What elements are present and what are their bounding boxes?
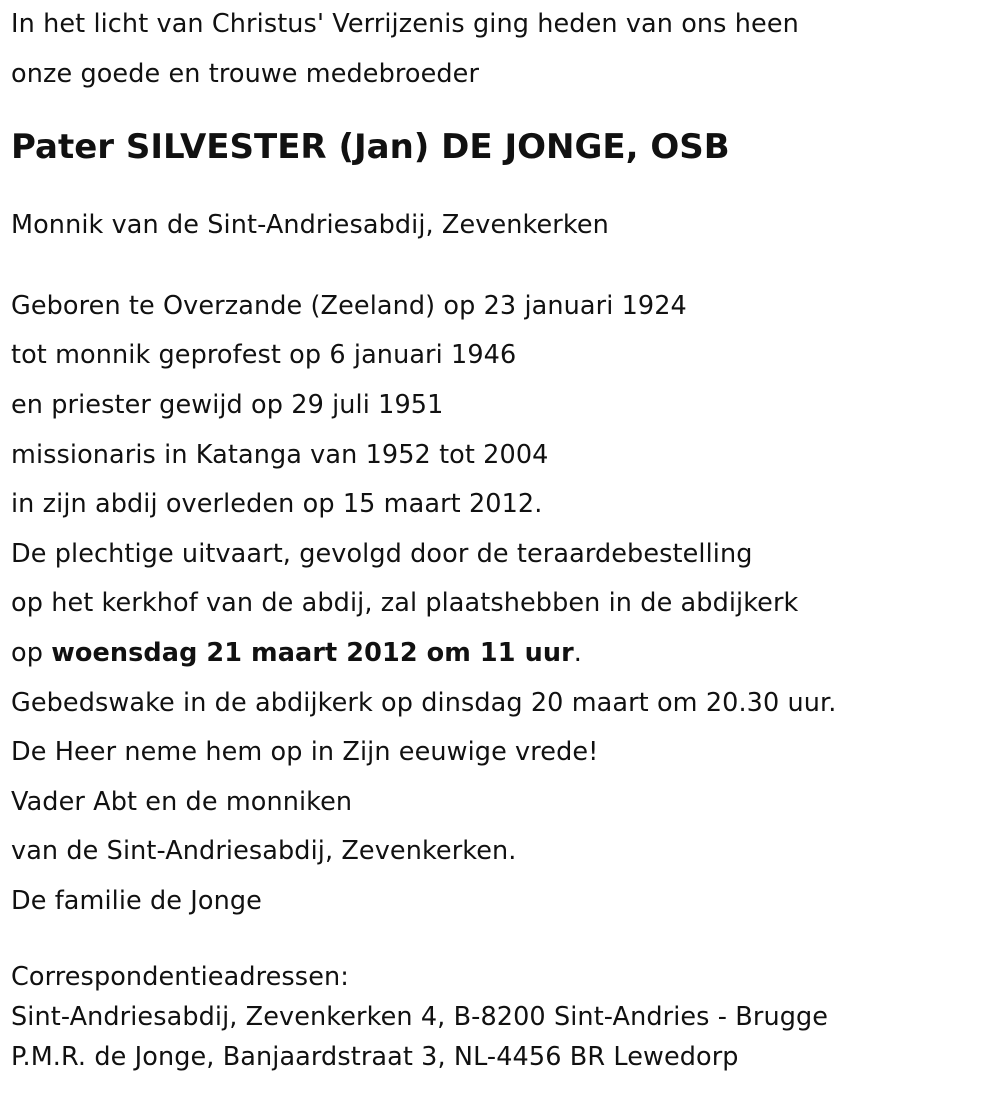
intro-block bbox=[11, 0, 991, 99]
obituary-notice bbox=[11, 0, 991, 1077]
role-line: Monnik van de Sint-Andriesabdij, Zevenkerken bbox=[11, 210, 609, 241]
bio-line: Geboren te Overzande (Zeeland) op 23 januari 1924 bbox=[11, 290, 687, 321]
bio-line: op het kerkhof van de abdij, zal plaatshebben in de abdijkerk bbox=[11, 588, 799, 619]
bio-line: tot monnik geprofest op 6 januari 1946 bbox=[11, 340, 517, 371]
funeral-prefix: op bbox=[11, 637, 52, 668]
address-line: Sint-Andriesabdij, Zevenkerken 4, B-8200 Sint-Andries - Brugge bbox=[11, 1001, 829, 1032]
correspondence-heading: Correspondentieadressen: bbox=[11, 961, 349, 992]
bio-line: Gebedswake in de abdijkerk op dinsdag 20 maart om 20.30 uur. bbox=[11, 687, 837, 718]
address-line: P.M.R. de Jonge, Banjaardstraat 3, NL-4456 BR Lewedorp bbox=[11, 1041, 739, 1072]
bio-line: missionaris in Katanga van 1952 tot 2004 bbox=[11, 439, 549, 470]
biography-block bbox=[11, 282, 991, 927]
bio-line: van de Sint-Andriesabdij, Zevenkerken. bbox=[11, 836, 517, 867]
bio-line: De Heer neme hem op in Zijn eeuwige vrede! bbox=[11, 737, 599, 768]
intro-line: onze goede en trouwe medebroeder bbox=[11, 58, 480, 89]
bio-line: De familie de Jonge bbox=[11, 885, 262, 916]
bio-line: en priester gewijd op 29 juli 1951 bbox=[11, 389, 444, 420]
intro-line: In het licht van Christus' Verrijzenis ging heden van ons heen bbox=[11, 9, 799, 39]
correspondence-block bbox=[11, 957, 991, 1077]
bio-line: Vader Abt en de monniken bbox=[11, 786, 353, 817]
funeral-date: woensdag 21 maart 2012 om 11 uur bbox=[51, 637, 574, 668]
bio-line: De plechtige uitvaart, gevolgd door de teraardebestelling bbox=[11, 538, 753, 569]
funeral-date-line bbox=[11, 629, 991, 679]
deceased-name: Pater SILVESTER (Jan) DE JONGE, OSB bbox=[11, 127, 730, 168]
bio-line: in zijn abdij overleden op 15 maart 2012. bbox=[11, 489, 543, 520]
funeral-suffix: . bbox=[573, 637, 582, 668]
